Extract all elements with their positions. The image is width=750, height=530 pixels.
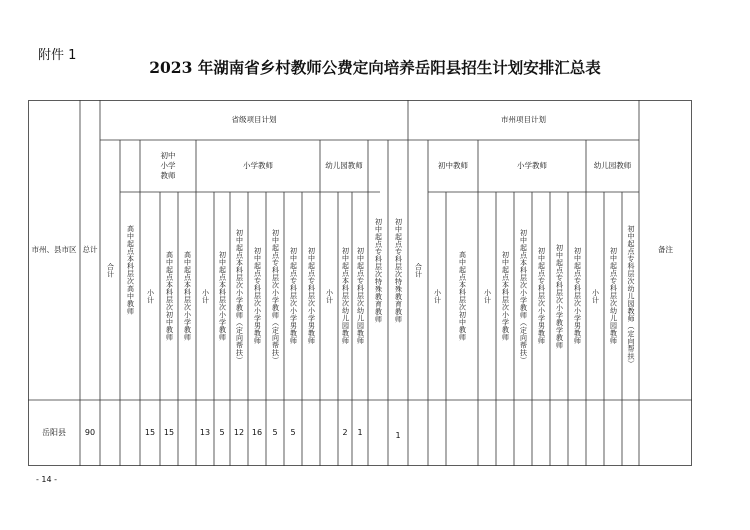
header-p-primary-small-total: 小计 bbox=[201, 288, 210, 304]
header-p-junior-2: 高中起点本科层次小学教师 bbox=[183, 251, 192, 341]
cell-p-kinder-1: 2 bbox=[342, 428, 348, 437]
header-c-primary-group: 小学教师 bbox=[517, 161, 547, 171]
header-p-primary-3: 初中起点专科层次小学男教师 bbox=[253, 247, 262, 345]
plan-table bbox=[28, 100, 692, 466]
header-c-kinder-1: 初中起点专科层次幼儿园教师 bbox=[609, 247, 618, 345]
header-p-kinder-small-total: 小计 bbox=[325, 288, 334, 304]
header-p-high: 高中起点本科层次高中教师 bbox=[126, 225, 135, 315]
page-number: - 14 - bbox=[36, 475, 58, 484]
header-total: 总计 bbox=[82, 245, 98, 255]
header-c-primary-1: 初中起点本科层次小学教师 bbox=[501, 251, 510, 341]
header-c-primary-2: 初中起点本科层次小学教师（定向帮扶） bbox=[519, 228, 528, 364]
header-province-plan: 省级项目计划 bbox=[231, 115, 277, 125]
header-p-kinder-group: 幼儿园教师 bbox=[325, 161, 363, 171]
cell-p-primary-5: 5 bbox=[290, 428, 296, 437]
header-c-junior-1: 高中起点本科层次初中教师 bbox=[458, 251, 467, 341]
header-p-junior-group-text: 初中小学教师 bbox=[160, 150, 176, 181]
header-region: 市州、县市区 bbox=[31, 245, 77, 255]
header-c-primary-5: 初中起点专科层次小学男教师 bbox=[573, 247, 582, 345]
header-c-subtotal: 合计 bbox=[414, 262, 423, 278]
cell-p-primary-4: 5 bbox=[272, 428, 278, 437]
cell-p-primary-subtotal: 13 bbox=[199, 428, 211, 437]
header-c-kinder-2: 初中起点专科层次幼儿园教师（定向帮扶） bbox=[627, 224, 635, 368]
header-p-kinder-1: 初中起点本科层次幼儿园教师 bbox=[341, 247, 350, 345]
header-city-plan: 市州项目计划 bbox=[501, 115, 546, 125]
header-p-junior-small-total: 小计 bbox=[146, 288, 155, 304]
cell-p-primary-3: 16 bbox=[251, 428, 263, 437]
header-p-kinder-2: 初中起点专科层次幼儿园教师 bbox=[356, 247, 365, 345]
page-title: 2023 年湖南省乡村教师公费定向培养岳阳县招生计划安排汇总表 bbox=[149, 58, 601, 77]
cell-p-junior-1: 15 bbox=[163, 428, 175, 437]
header-p-primary-1: 初中起点本科层次小学教师 bbox=[218, 251, 227, 341]
header-p-special-1: 初中起点专科层次特殊教育教师 bbox=[374, 217, 383, 323]
header-c-kinder-group: 幼儿园教师 bbox=[593, 161, 632, 171]
header-c-primary-3: 初中起点专科层次小学男教师 bbox=[537, 247, 546, 345]
cell-p-primary-1: 5 bbox=[219, 428, 225, 437]
header-p-subtotal: 合计 bbox=[106, 262, 115, 278]
header-c-kinder-small-total: 小计 bbox=[591, 288, 600, 304]
header-c-primary-4: 初中起点专科层次小学教学教师 bbox=[555, 243, 564, 349]
header-p-junior-1: 高中起点本科层次初中教师 bbox=[165, 251, 174, 341]
cell-p-primary-2: 12 bbox=[233, 428, 245, 437]
header-p-primary-6: 初中起点专科层次小学男教师 bbox=[307, 247, 316, 345]
header-p-primary-2: 初中起点本科层次小学教师（定向帮扶） bbox=[235, 228, 244, 364]
header-p-special-2: 初中起点专科层次特殊教育教师 bbox=[394, 217, 403, 323]
cell-region: 岳阳县 bbox=[42, 428, 66, 437]
header-c-primary-small-total: 小计 bbox=[483, 288, 492, 304]
header-note: 备注 bbox=[658, 245, 673, 255]
cell-p-kinder-2: 1 bbox=[357, 428, 363, 437]
header-c-junior-small-total: 小计 bbox=[433, 288, 442, 304]
header-p-primary-group: 小学教师 bbox=[243, 161, 273, 171]
cell-p-special-2: 1 bbox=[395, 431, 401, 440]
attachment-label: 附件 1 bbox=[38, 48, 77, 63]
header-p-primary-4: 初中起点专科层次小学教师（定向帮扶） bbox=[271, 228, 280, 364]
cell-total: 90 bbox=[84, 428, 96, 437]
header-p-junior-group bbox=[140, 140, 196, 192]
cell-p-junior-subtotal: 15 bbox=[144, 428, 156, 437]
header-p-primary-5: 初中起点专科层次小学男教师 bbox=[289, 247, 298, 345]
header-c-junior-group: 初中教师 bbox=[438, 161, 468, 171]
